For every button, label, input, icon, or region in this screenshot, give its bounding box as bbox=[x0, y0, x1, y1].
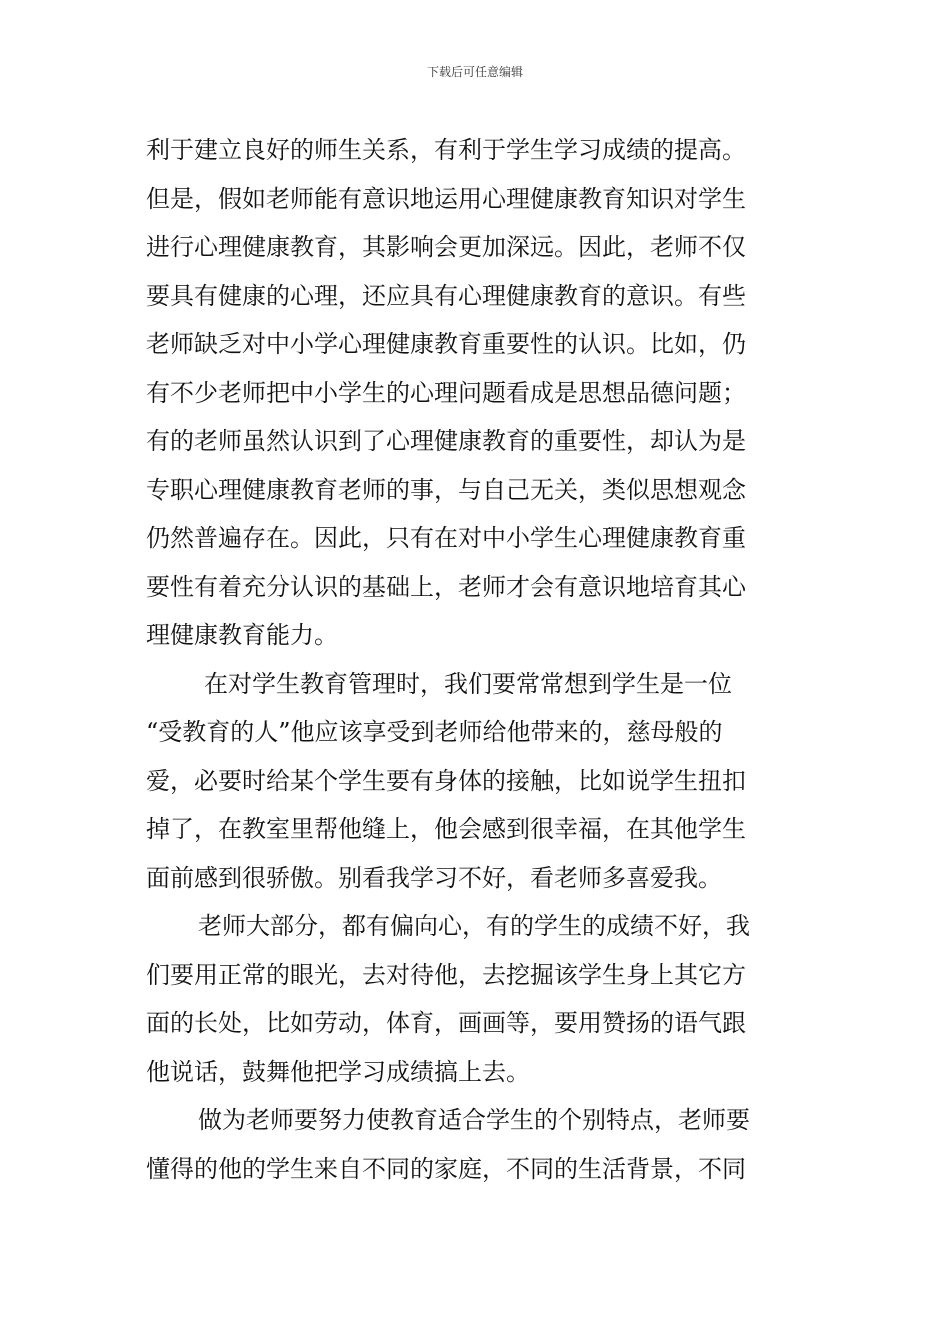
text-line: 仍然普遍存在。因此，只有在对中小学生心理健康教育重 bbox=[146, 524, 746, 552]
text-line: 面前感到很骄傲。别看我学习不好，看老师多喜爱我。 bbox=[146, 863, 722, 892]
text-line: 专职心理健康教育老师的事，与自己无关，类似思想观念 bbox=[146, 475, 746, 504]
text-line: 要具有健康的心理，还应具有心理健康教育的意识。有些 bbox=[146, 281, 746, 310]
paragraph-first-line: 做为老师要努力使教育适合学生的个别特点，老师要 bbox=[198, 1106, 750, 1134]
text-line: 但是，假如老师能有意识地运用心理健康教育知识对学生 bbox=[146, 184, 746, 213]
paragraph-first-line: 老师大部分，都有偏向心，有的学生的成绩不好，我 bbox=[198, 912, 750, 940]
text-line: 有不少老师把中小学生的心理问题看成是思想品德问题； bbox=[146, 378, 746, 407]
page-header: 下载后可任意编辑 bbox=[426, 65, 523, 79]
text-line: 爱，必要时给某个学生要有身体的接触，比如说学生扭扣 bbox=[146, 766, 746, 795]
document-body bbox=[146, 126, 810, 1193]
text-line: 老师缺乏对中小学心理健康教育重要性的认识。比如，仍 bbox=[146, 330, 746, 358]
text-line: 们要用正常的眼光，去对待他，去挖掘该学生身上其它方 bbox=[146, 960, 746, 989]
text-line: “受教育的人”他应该享受到老师给他带来的，慈母般的 bbox=[146, 718, 723, 746]
text-line: 进行心理健康教育，其影响会更加深远。因此，老师不仅 bbox=[146, 233, 746, 261]
text-line: 掉了，在教室里帮他缝上，他会感到很幸福，在其他学生 bbox=[146, 815, 746, 843]
text-line: 利于建立良好的师生关系，有利于学生学习成绩的提高。 bbox=[146, 136, 746, 164]
text-line: 理健康教育能力。 bbox=[146, 621, 338, 649]
text-line: 懂得的他的学生来自不同的家庭，不同的生活背景，不同 bbox=[146, 1154, 746, 1183]
text-line: 要性有着充分认识的基础上，老师才会有意识地培育其心 bbox=[146, 572, 746, 601]
text-line: 他说话，鼓舞他把学习成绩搞上去。 bbox=[146, 1057, 530, 1086]
text-line: 有的老师虽然认识到了心理健康教育的重要性，却认为是 bbox=[146, 427, 746, 455]
text-line: 面的长处，比如劳动，体育，画画等，要用赞扬的语气跟 bbox=[146, 1009, 746, 1037]
paragraph-first-line: 在对学生教育管理时，我们要常常想到学生是一位 bbox=[204, 669, 732, 698]
